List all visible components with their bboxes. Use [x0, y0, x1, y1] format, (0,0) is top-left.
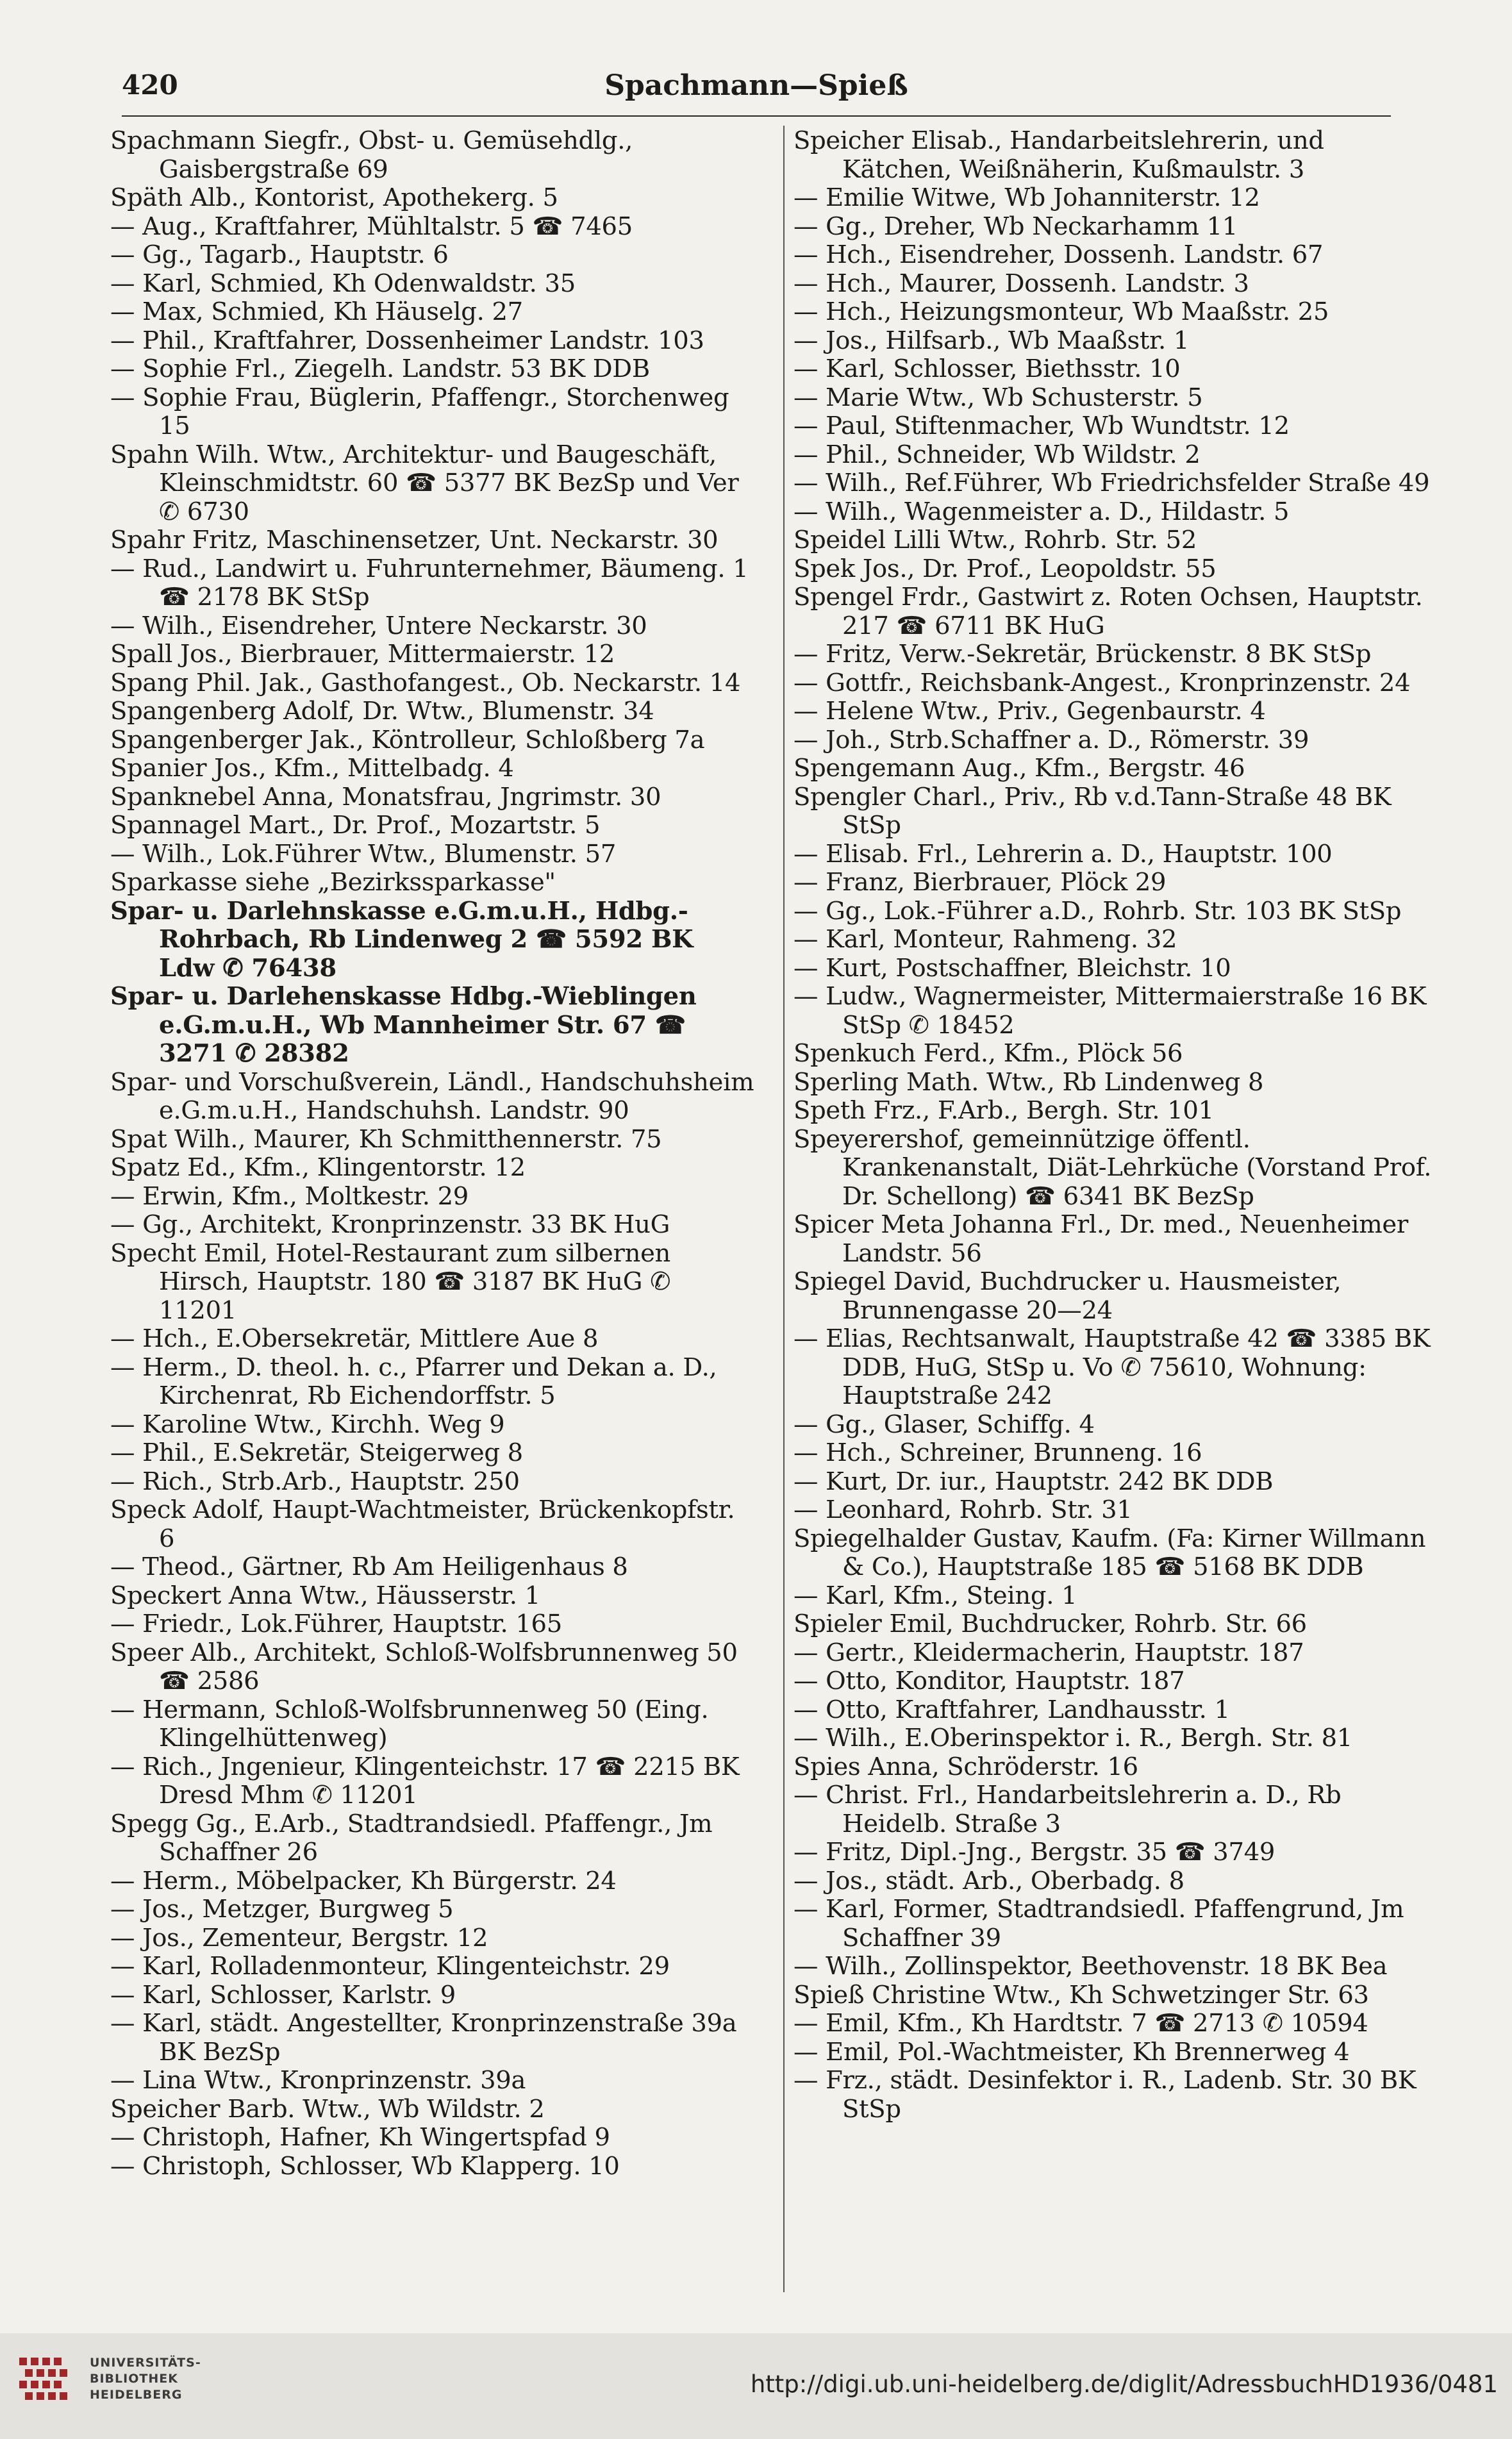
- directory-entry: — Jos., Hilfsarb., Wb Maaßstr. 1: [793, 326, 1190, 355]
- directory-entry: — Wilh., Lok.Führer Wtw., Blumenstr. 57: [110, 839, 617, 869]
- directory-entry: Sperling Math. Wtw., Rb Lindenweg 8: [793, 1067, 1264, 1097]
- directory-entry: Spengler Charl., Priv., Rb v.d.Tann-Straße 48 BK StSp: [793, 782, 1392, 840]
- directory-entry: — Hch., Eisendreher, Dossenh. Landstr. 67: [793, 240, 1324, 269]
- directory-entry: — Karl, Schlosser, Biethsstr. 10: [793, 354, 1181, 383]
- directory-entry: — Theod., Gärtner, Rb Am Heiligenhaus 8: [110, 1552, 628, 1581]
- directory-entry: — Gg., Architekt, Kronprinzenstr. 33 BK HuG: [110, 1210, 670, 1239]
- directory-entry: — Wilh., E.Oberinspektor i. R., Bergh. Str. 81: [793, 1724, 1353, 1752]
- directory-entry: — Wilh., Wagenmeister a. D., Hildastr. 5: [793, 497, 1290, 526]
- directory-entry: Spengemann Aug., Kfm., Bergstr. 46: [793, 754, 1245, 783]
- directory-entry: — Karl, Schlosser, Karlstr. 9: [110, 1980, 456, 2010]
- directory-entry: Speck Adolf, Haupt-Wachtmeister, Brückenkopfstr. 6: [110, 1495, 735, 1553]
- directory-entry: — Sophie Frl., Ziegelh. Landstr. 53 BK DDB: [110, 354, 650, 383]
- directory-entry: Späth Alb., Kontorist, Apothekerg. 5: [110, 183, 558, 212]
- directory-entry: Spek Jos., Dr. Prof., Leopoldstr. 55: [793, 554, 1217, 583]
- directory-entry: — Emil, Kfm., Kh Hardtstr. 7 ☎ 2713 ✆ 10594: [793, 2009, 1368, 2038]
- directory-entry: — Frz., städt. Desinfektor i. R., Ladenb. Str. 30 BK StSp: [793, 2066, 1416, 2124]
- directory-entry: Spenkuch Ferd., Kfm., Plöck 56: [793, 1039, 1183, 1068]
- directory-entry: — Kurt, Postschaffner, Bleichstr. 10: [793, 953, 1231, 983]
- directory-entry: — Jos., städt. Arb., Oberbadg. 8: [793, 1866, 1184, 1895]
- directory-entry: Spiegelhalder Gustav, Kaufm. (Fa: Kirner Willmann & Co.), Hauptstraße 185 ☎ 5168 BK DDB: [793, 1524, 1426, 1581]
- directory-entry: — Erwin, Kfm., Moltkestr. 29: [110, 1181, 469, 1211]
- university-library-logo: [13, 2351, 77, 2415]
- directory-entry: Spar- und Vorschußverein, Ländl., Handschuhsheim e.G.m.u.H., Handschuhsh. Landstr. 90: [110, 1067, 754, 1125]
- directory-entry: — Wilh., Zollinspektor, Beethovenstr. 18 BK Bea: [793, 1952, 1388, 1981]
- page-number: 420: [122, 69, 178, 101]
- directory-entry: — Gg., Dreher, Wb Neckarhamm 11: [793, 212, 1238, 241]
- directory-entry: — Helene Wtw., Priv., Gegenbaurstr. 4: [793, 697, 1266, 726]
- directory-entry: — Christoph, Hafner, Kh Wingertspfad 9: [110, 2123, 610, 2152]
- directory-entry: Spall Jos., Bierbrauer, Mittermaierstr. 12: [110, 640, 615, 669]
- library-name-line: HEIDELBERG: [90, 2388, 183, 2402]
- directory-entry: — Gg., Lok.-Führer a.D., Rohrb. Str. 103 BK StSp: [793, 896, 1402, 926]
- directory-entry: Speyerershof, gemeinnützige öffentl. Krankenanstalt, Diät-Lehrküche (Vorstand Prof. Dr. Schellong) ☎ 6341 BK BezSp: [793, 1124, 1432, 1211]
- directory-entry: Spegg Gg., E.Arb., Stadtrandsiedl. Pfaffengr., Jm Schaffner 26: [110, 1809, 713, 1867]
- right-column: [793, 127, 1438, 2124]
- directory-entry: Speidel Lilli Wtw., Rohrb. Str. 52: [793, 526, 1197, 554]
- directory-entry: — Elias, Rechtsanwalt, Hauptstraße 42 ☎ 3385 BK DDB, HuG, StSp u. Vo ✆ 75610, Wohnung: Hauptstraße 242: [793, 1324, 1431, 1410]
- directory-entry: — Kurt, Dr. iur., Hauptstr. 242 BK DDB: [793, 1467, 1274, 1496]
- directory-entry: Spiegel David, Buchdrucker u. Hausmeister, Brunnengasse 20—24: [793, 1267, 1342, 1325]
- directory-entry: — Leonhard, Rohrb. Str. 31: [793, 1495, 1133, 1524]
- directory-entry: Spachmann Siegfr., Obst- u. Gemüsehdlg., Gaisbergstraße 69: [110, 126, 633, 184]
- directory-entry: — Lina Wtw., Kronprinzenstr. 39a: [110, 2066, 526, 2095]
- directory-entry: — Jos., Zementeur, Bergstr. 12: [110, 1923, 488, 1952]
- directory-entry: — Wilh., Ref.Führer, Wb Friedrichsfelder Straße 49: [793, 469, 1430, 497]
- source-url-link[interactable]: http://digi.ub.uni-heidelberg.de/diglit/AdressbuchHD1936/0481: [750, 2370, 1498, 2398]
- directory-entry: — Christoph, Schlosser, Wb Klapperg. 10: [110, 2151, 620, 2181]
- directory-entry: — Karl, Rolladenmonteur, Klingenteichstr. 29: [110, 1952, 670, 1981]
- directory-entry: Spang Phil. Jak., Gasthofangest., Ob. Neckarstr. 14: [110, 668, 741, 697]
- directory-entry: — Karl, Schmied, Kh Odenwaldstr. 35: [110, 269, 576, 298]
- directory-entry: — Phil., Kraftfahrer, Dossenheimer Landstr. 103: [110, 326, 704, 355]
- directory-entry: — Franz, Bierbrauer, Plöck 29: [793, 868, 1167, 897]
- directory-entry: — Aug., Kraftfahrer, Mühltalstr. 5 ☎ 7465: [110, 212, 633, 241]
- directory-entry: Spengel Frdr., Gastwirt z. Roten Ochsen, Hauptstr. 217 ☎ 6711 BK HuG: [793, 583, 1423, 640]
- library-name-line: BIBLIOTHEK: [90, 2372, 178, 2386]
- header-rule: [122, 115, 1391, 117]
- directory-entry: Speth Frz., F.Arb., Bergh. Str. 101: [793, 1096, 1214, 1125]
- viewer-footer: [0, 2333, 1512, 2439]
- directory-entry: — Fritz, Dipl.-Jng., Bergstr. 35 ☎ 3749: [793, 1838, 1275, 1867]
- directory-entry: — Wilh., Eisendreher, Untere Neckarstr. 30: [110, 611, 647, 640]
- library-name: [90, 2355, 201, 2403]
- directory-entry: — Karl, städt. Angestellter, Kronprinzenstraße 39a BK BezSp: [110, 2009, 737, 2067]
- directory-entry: Spahn Wilh. Wtw., Architektur- und Baugeschäft, Kleinschmidtstr. 60 ☎ 5377 BK BezSp und Ver ✆ 6730: [110, 440, 739, 526]
- directory-entry: Speicher Barb. Wtw., Wb Wildstr. 2: [110, 2094, 545, 2124]
- directory-entry: — Marie Wtw., Wb Schusterstr. 5: [793, 383, 1203, 412]
- directory-entry: — Emilie Witwe, Wb Johanniterstr. 12: [793, 183, 1260, 212]
- directory-entry: Spatz Ed., Kfm., Klingentorstr. 12: [110, 1153, 526, 1182]
- directory-entry: — Otto, Konditor, Hauptstr. 187: [793, 1667, 1185, 1695]
- directory-entry: Speicher Elisab., Handarbeitslehrerin, und Kätchen, Weißnäherin, Kußmaulstr. 3: [793, 126, 1324, 184]
- directory-entry: — Herm., Möbelpacker, Kh Bürgerstr. 24: [110, 1866, 617, 1895]
- directory-entry: — Hch., E.Obersekretär, Mittlere Aue 8: [110, 1324, 599, 1353]
- directory-entry: Spar- u. Darlehnskasse e.G.m.u.H., Hdbg.-Rohrbach, Rb Lindenweg 2 ☎ 5592 BK Ldw ✆ 76438: [110, 896, 694, 983]
- directory-entry: — Elisab. Frl., Lehrerin a. D., Hauptstr. 100: [793, 839, 1333, 869]
- directory-entry: — Gg., Tagarb., Hauptstr. 6: [110, 240, 449, 269]
- directory-entry: Spanier Jos., Kfm., Mittelbadg. 4: [110, 754, 514, 783]
- directory-entry: — Gertr., Kleidermacherin, Hauptstr. 187: [793, 1638, 1304, 1667]
- directory-entry: Spannagel Mart., Dr. Prof., Mozartstr. 5: [110, 811, 601, 840]
- directory-entry: Speer Alb., Architekt, Schloß-Wolfsbrunnenweg 50 ☎ 2586: [110, 1638, 738, 1695]
- directory-entry: Spieler Emil, Buchdrucker, Rohrb. Str. 66: [793, 1610, 1307, 1638]
- directory-entry: Sparkasse siehe „Bezirkssparkasse": [110, 868, 556, 897]
- directory-entry: — Karl, Former, Stadtrandsiedl. Pfaffengrund, Jm Schaffner 39: [793, 1895, 1404, 1952]
- directory-entry: — Paul, Stiftenmacher, Wb Wundtstr. 12: [793, 412, 1290, 440]
- directory-entry: — Max, Schmied, Kh Häuselg. 27: [110, 297, 523, 326]
- directory-entry: — Emil, Pol.-Wachtmeister, Kh Brennerweg 4: [793, 2037, 1350, 2067]
- directory-entry: — Ludw., Wagnermeister, Mittermaierstraße 16 BK StSp ✆ 18452: [793, 982, 1427, 1040]
- directory-entry: Spieß Christine Wtw., Kh Schwetzinger Str. 63: [793, 1980, 1369, 2010]
- directory-entry: — Phil., E.Sekretär, Steigerweg 8: [110, 1438, 523, 1467]
- directory-entry: — Phil., Schneider, Wb Wildstr. 2: [793, 440, 1200, 469]
- library-name-line: UNIVERSITÄTS-: [90, 2356, 201, 2370]
- directory-entry: Spar- u. Darlehenskasse Hdbg.-Wieblingen e.G.m.u.H., Wb Mannheimer Str. 67 ☎ 3271 ✆ 28382: [110, 982, 697, 1068]
- directory-entry: — Hch., Maurer, Dossenh. Landstr. 3: [793, 269, 1249, 298]
- directory-entry: Spahr Fritz, Maschinensetzer, Unt. Neckarstr. 30: [110, 526, 719, 554]
- directory-entry: — Gottfr., Reichsbank-Angest., Kronprinzenstr. 24: [793, 668, 1411, 697]
- directory-entry: — Karl, Kfm., Steing. 1: [793, 1581, 1077, 1610]
- directory-entry: — Hermann, Schloß-Wolfsbrunnenweg 50 (Eing. Klingelhüttenweg): [110, 1695, 709, 1752]
- directory-entry: — Herm., D. theol. h. c., Pfarrer und Dekan a. D., Kirchenrat, Rb Eichendorffstr. 5: [110, 1353, 717, 1410]
- directory-entry: Spanknebel Anna, Monatsfrau, Jngrimstr. 30: [110, 782, 661, 812]
- directory-entry: — Rich., Strb.Arb., Hauptstr. 250: [110, 1467, 520, 1496]
- directory-entry: — Sophie Frau, Büglerin, Pfaffengr., Storchenweg 15: [110, 383, 729, 440]
- page-title: Spachmann—Spieß: [604, 69, 908, 102]
- directory-entry: — Rud., Landwirt u. Fuhrunternehmer, Bäumeng. 1 ☎ 2178 BK StSp: [110, 554, 749, 612]
- directory-entry: Spangenberg Adolf, Dr. Wtw., Blumenstr. 34: [110, 697, 654, 726]
- directory-entry: — Karl, Monteur, Rahmeng. 32: [793, 925, 1177, 954]
- directory-entry: Speckert Anna Wtw., Häusserstr. 1: [110, 1581, 540, 1610]
- directory-entry: — Fritz, Verw.-Sekretär, Brückenstr. 8 BK StSp: [793, 640, 1372, 669]
- directory-entry: — Jos., Metzger, Burgweg 5: [110, 1895, 454, 1924]
- directory-entry: — Hch., Schreiner, Brunneng. 16: [793, 1438, 1202, 1467]
- directory-entry: — Gg., Glaser, Schiffg. 4: [793, 1410, 1095, 1439]
- column-divider: [783, 126, 785, 2292]
- directory-entry: — Rich., Jngenieur, Klingenteichstr. 17 ☎ 2215 BK Dresd Mhm ✆ 11201: [110, 1752, 740, 1810]
- directory-entry: — Hch., Heizungsmonteur, Wb Maaßstr. 25: [793, 297, 1329, 326]
- directory-entry: Spies Anna, Schröderstr. 16: [793, 1752, 1138, 1781]
- directory-entry: Specht Emil, Hotel-Restaurant zum silbernen Hirsch, Hauptstr. 180 ☎ 3187 BK HuG ✆ 11201: [110, 1238, 671, 1325]
- directory-entry: — Christ. Frl., Handarbeitslehrerin a. D., Rb Heidelb. Straße 3: [793, 1781, 1342, 1838]
- left-column: [110, 127, 754, 2181]
- directory-entry: Spangenberger Jak., Köntrolleur, Schloßberg 7a: [110, 725, 705, 754]
- directory-entry: Spat Wilh., Maurer, Kh Schmitthennerstr. 75: [110, 1124, 662, 1154]
- running-head: [122, 69, 1391, 108]
- directory-entry: — Joh., Strb.Schaffner a. D., Römerstr. 39: [793, 725, 1309, 754]
- directory-entry: — Karoline Wtw., Kirchh. Weg 9: [110, 1410, 505, 1439]
- directory-entry: — Otto, Kraftfahrer, Landhausstr. 1: [793, 1695, 1230, 1724]
- directory-entry: — Friedr., Lok.Führer, Hauptstr. 165: [110, 1610, 562, 1638]
- directory-entry: Spicer Meta Johanna Frl., Dr. med., Neuenheimer Landstr. 56: [793, 1210, 1408, 1268]
